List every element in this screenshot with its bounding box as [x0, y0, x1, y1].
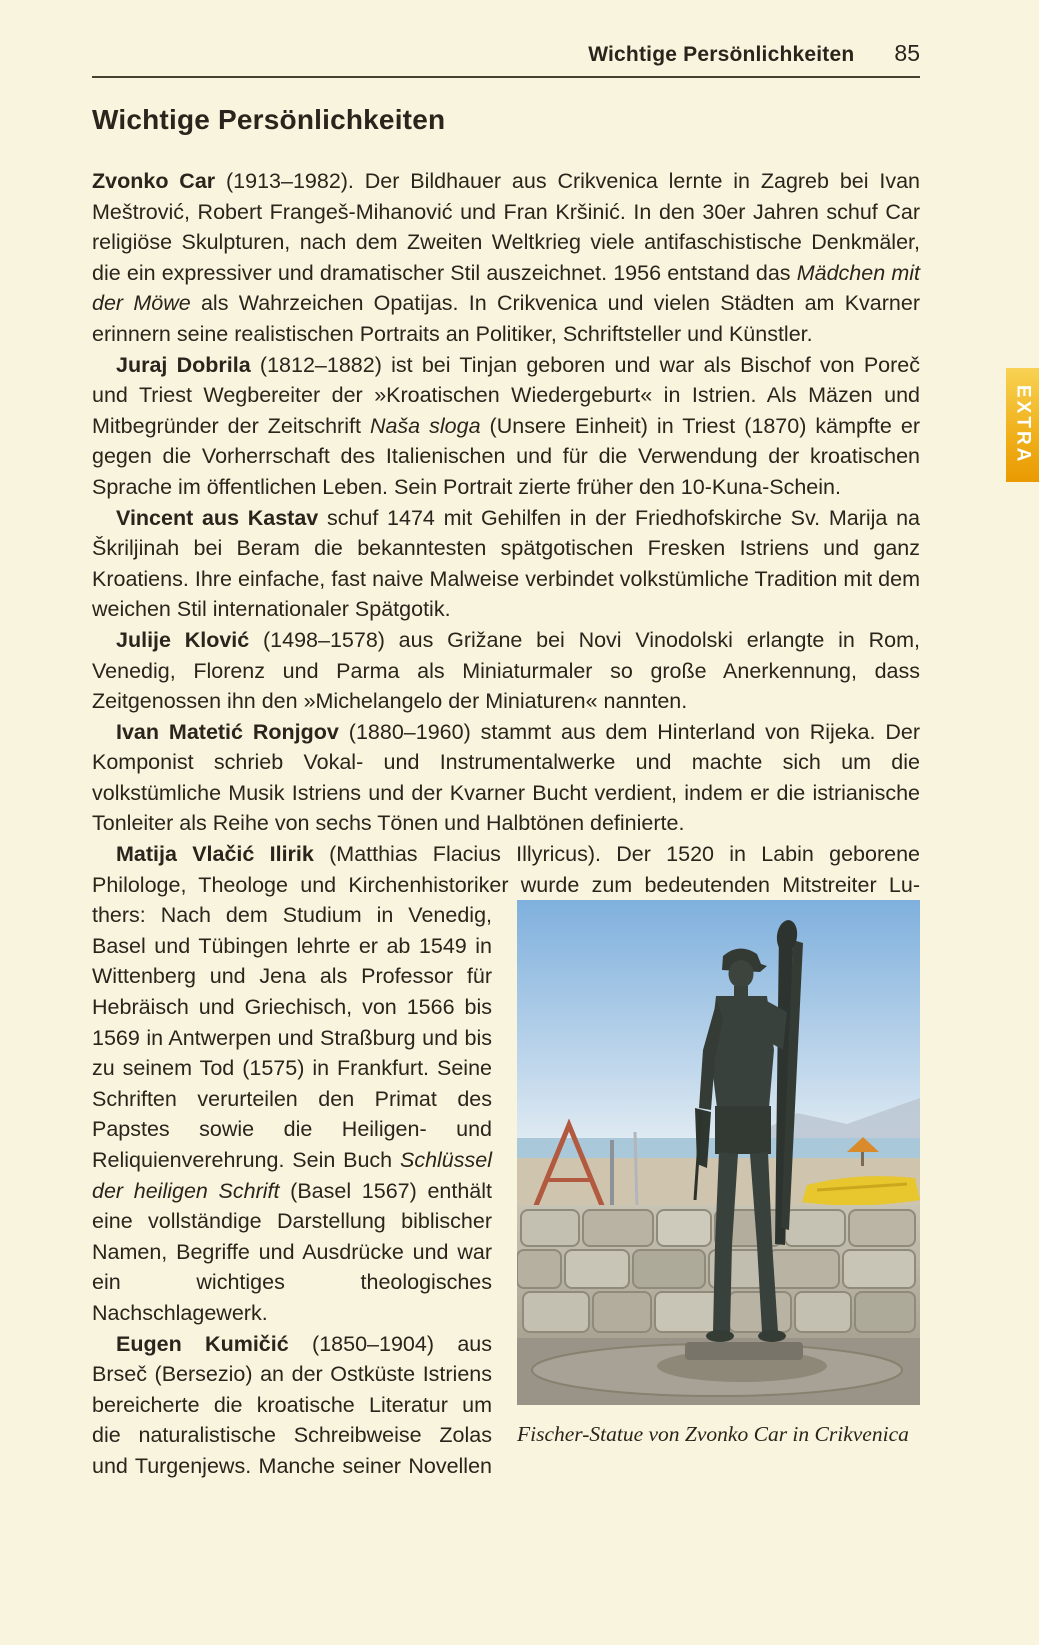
page-title: Wichtige Persönlichkeiten [92, 104, 446, 135]
text-run: thers: Nach dem Studium in Venedig, Basel und Tübingen lehrte er ab 1549 in Wittenberg und Jena als Professor für Hebräisch und Griechisch, von 1566 bis 1569 in Antwerpen und Straßburg und bis zu seinem Tod (1575) in Frankfurt. Seine Schriften verurteilen den Primat des Papstes sowie die Heiligen- und Reliquienverehrung. Sein Buch [92, 903, 492, 1172]
figure-caption: Fischer-Statue von Zvonko Car in Crikvenica [517, 1422, 909, 1447]
text-run: Vincent aus Kastav [116, 505, 319, 530]
statue-photo-graphic [517, 900, 920, 1405]
paragraph [92, 1329, 492, 1482]
text-run: Julije Klović [116, 627, 250, 652]
paragraph [92, 839, 920, 900]
text-run: Eugen Kumičić [116, 1331, 289, 1356]
text-run: (Unsere Einheit) in Triest (1870) kämpfte er gegen die Vorherrschaft des Italienischen und für die Verwendung der kroatischen Sprache im öffentlichen Leben. Sein Portrait zierte früher den 10-Kuna-Schein. [92, 413, 920, 499]
text-run: Ivan Matetić Ronjgov [116, 719, 339, 744]
text-run: (1913–1982). Der Bildhauer aus Crikvenica lernte in Zagreb bei Ivan Meštrović, Robert Frangeš-Mihanović und Fran Kršinić. In den 30er Jahren schuf Car religiöse Skulpturen, nach dem Zweiten Weltkrieg viele antifaschistische Denkmäler, die ein expressiver und dramatischer Stil auszeichnet. 1956 entstand das [92, 169, 920, 285]
text-run: Juraj Dobrila [116, 352, 251, 377]
extra-thumb-tab [1006, 368, 1039, 482]
statue-photo [517, 900, 920, 1405]
paragraph [92, 900, 492, 1328]
running-header-title: Wichtige Persönlichkeiten [588, 43, 855, 66]
text-run: schuf 1474 mit Gehilfen in der Friedhofskirche Sv. Marija na Škriljinah bei Beram die bekanntesten spätgotischen Fresken Istriens und ganz Kroatiens. Ihre einfache, fast naive Malweise verbindet volkstümliche Tradition mit dem weichen Stil internationaler Spätgotik. [92, 505, 920, 622]
text-run: (1850–1904) aus Brseč (Bersezio) an der Ostküste Istriens bereicherte die kroatische Literatur um die naturalistische Schreibweise Zolas und Turgenjews. Manche seiner Novellen [92, 1331, 493, 1478]
running-header [92, 40, 920, 78]
article-wrap-section [92, 900, 920, 1481]
article-full-width [92, 166, 920, 900]
text-run: Mädchen mit der Möwe [92, 260, 920, 316]
page-number: 85 [894, 40, 920, 66]
text-run: Schlüssel der heiligen Schrift [92, 1148, 492, 1203]
text-run: Matija Vlačić Ilirik [116, 842, 314, 867]
figure-block [517, 900, 920, 1481]
paragraph [92, 717, 920, 839]
article-left-column [92, 900, 492, 1481]
page-content [92, 40, 920, 1482]
paragraph [92, 166, 920, 350]
text-run: (1812–1882) ist bei Tinjan geboren und war als Bischof von Poreč und Triest Wegbereiter der »Kroatischen Wiedergeburt« in Istrien. Als Mäzen und Mitbegründer der Zeitschrift [92, 352, 920, 438]
paragraph [92, 503, 920, 625]
text-run: als Wahrzeichen Opatijas. In Crikvenica und vielen Städten am Kvarner erinnern seine realistischen Portraits an Politiker, Schriftsteller und Künstler. [92, 291, 920, 346]
text-run: (Matthias Flacius Illyricus). Der 1520 in Labin geborene Philologe, Theologe und Kirchenhistoriker wurde zum bedeutenden Mitstreiter Lu- [92, 842, 921, 897]
text-run: Naša sloga [369, 413, 481, 438]
text-run: (1498–1578) aus Grižane bei Novi Vinodolski erlangte in Rom, Venedig, Florenz und Parma als Miniaturmaler so große Anerkennung, dass Zeitgenossen ihn den »Michelangelo der Miniaturen« nannten. [92, 627, 920, 714]
paragraph [92, 350, 920, 503]
extra-tab-label: EXTRA [1012, 385, 1034, 465]
text-run: (1880–1960) stammt aus dem Hinterland von Rijeka. Der Komponist schrieb Vokal- und Instrumentalwerke und machte sich um die volkstümliche Musik Istriens und der Kvarner Bucht verdient, indem er die istrianische Tonleiter als Reihe von sechs Tönen und Halbtönen definierte. [92, 719, 920, 836]
text-run: Zvonko Car [92, 169, 216, 193]
paragraph [92, 625, 920, 717]
text-run: (Basel 1567) enthält eine vollständige Darstellung biblischer Namen, Begriffe und Ausdrücke und war ein wichtiges theologisches Nachschlagewerk. [92, 1178, 492, 1325]
